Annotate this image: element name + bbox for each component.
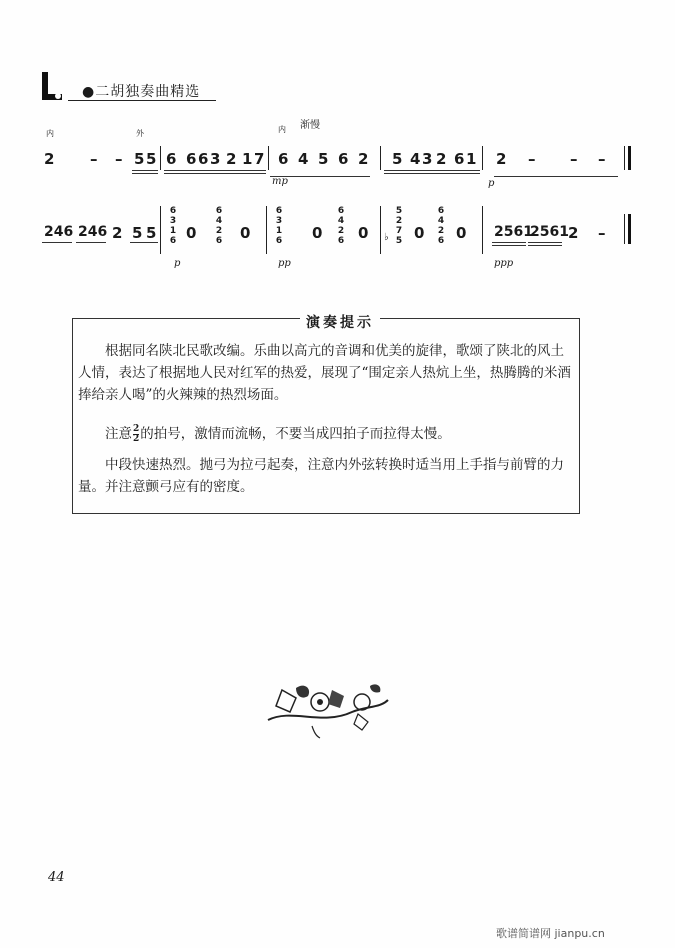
beam: [492, 245, 526, 246]
barline-final: [628, 146, 631, 170]
note: 2561: [494, 224, 533, 240]
chord: 6 4 2 6: [437, 206, 445, 246]
note: 4: [298, 150, 309, 168]
note: 3: [210, 150, 221, 168]
barline: [268, 146, 269, 170]
beam: [130, 242, 158, 243]
dynamic-ppp: ppp: [494, 258, 514, 269]
note: 7: [254, 150, 265, 168]
string-mark-inner: 内: [278, 125, 286, 134]
chord: 6 4 2 6: [337, 206, 345, 246]
rest: 0: [414, 224, 425, 242]
note: 2: [226, 150, 237, 168]
beam: [132, 173, 158, 174]
note: 4: [410, 150, 421, 168]
note: 246: [78, 224, 108, 240]
dynamic-p: p: [174, 258, 181, 269]
beam: [164, 170, 266, 171]
barline: [160, 206, 161, 254]
note: 2: [436, 150, 447, 168]
rest: 0: [240, 224, 251, 242]
tips-paragraph-1: 根据同名陕北民歌改编。乐曲以高亢的音调和优美的旋律，歌颂了陕北的风土人情，表达了根据地人民对红军的热爱，展现了“围定亲人热炕上坐，热腾腾的米酒捧给亲人喝”的火辣辣的热烈场面。: [78, 343, 571, 403]
note: –: [598, 150, 606, 168]
time-signature: [133, 425, 139, 444]
rest: 0: [456, 224, 467, 242]
beam: [164, 173, 266, 174]
note: –: [115, 150, 123, 168]
note: 2: [568, 224, 579, 242]
beam: [492, 242, 526, 243]
beam: [384, 170, 480, 171]
note: 246: [44, 224, 74, 240]
string-mark-outer: 外: [136, 129, 144, 138]
beam: [132, 170, 158, 171]
note: 2561: [530, 224, 569, 240]
beam: [42, 242, 72, 243]
floral-ornament: [262, 678, 392, 742]
note: 2: [44, 150, 55, 168]
tips-text: 注意: [105, 426, 132, 442]
time-signature-bottom: 2: [133, 434, 140, 444]
note: 6: [278, 150, 289, 168]
note: 5: [318, 150, 329, 168]
note: 6: [338, 150, 349, 168]
note: 6: [166, 150, 177, 168]
tips-title: 演奏提示: [300, 312, 380, 332]
note: 5: [134, 150, 145, 168]
note: 1: [466, 150, 477, 168]
tempo-mark: 渐慢: [300, 120, 320, 131]
note: 3: [422, 150, 433, 168]
time-signature-top: 2: [133, 424, 140, 434]
barline: [380, 206, 381, 254]
barline-final: [628, 214, 631, 244]
barline: [624, 146, 625, 170]
page-number: 44: [48, 870, 65, 885]
tips-paragraph-3: 中段快速热烈。抛弓为拉弓起奏，注意内外弦转换时适当用上手指与前臂的力量。并注意颤弓应有的密度。: [78, 457, 564, 495]
chord: 6 3 1 6: [169, 206, 177, 246]
rest: 0: [186, 224, 197, 242]
beam: [384, 173, 480, 174]
note: 6: [198, 150, 209, 168]
tips-text: 的拍号，激情而流畅，不要当成四拍子而拉得太慢。: [140, 426, 451, 442]
book-title: ●二胡独奏曲精选: [82, 84, 201, 100]
beam: [528, 245, 562, 246]
note: 5: [146, 150, 157, 168]
note: –: [90, 150, 98, 168]
dynamic-pp: pp: [278, 258, 291, 269]
note: 6: [454, 150, 465, 168]
beam: [76, 242, 106, 243]
watermark: 歌谱简谱网 jianpu.cn: [496, 927, 605, 940]
chord: 6 3 1 6: [275, 206, 283, 246]
note: 5: [392, 150, 403, 168]
note: –: [598, 224, 606, 242]
rest: 0: [358, 224, 369, 242]
note: 5: [132, 224, 143, 242]
header-rule: [68, 100, 216, 101]
barline: [266, 206, 267, 254]
barline: [482, 206, 483, 254]
note: –: [528, 150, 536, 168]
note: 2: [358, 150, 369, 168]
barline: [482, 146, 483, 170]
note: 2: [496, 150, 507, 168]
note: 1: [242, 150, 253, 168]
erhu-icon: [38, 70, 68, 104]
chord: 6 4 2 6: [215, 206, 223, 246]
note: 2: [112, 224, 123, 242]
note: 5: [146, 224, 157, 242]
string-mark-inner: 内: [46, 129, 54, 138]
note: –: [570, 150, 578, 168]
tips-paragraph-2: [78, 423, 576, 445]
hairpin: [494, 176, 618, 177]
beam: [528, 242, 562, 243]
dynamic-mp: mp: [272, 176, 288, 187]
flat-sign: ♭: [384, 232, 389, 243]
barline: [624, 214, 625, 244]
barline: [380, 146, 381, 170]
barline: [160, 146, 161, 170]
rest: 0: [312, 224, 323, 242]
note: 6: [186, 150, 197, 168]
dynamic-p: p: [488, 178, 495, 189]
chord: 5 2 7 5: [395, 206, 403, 246]
